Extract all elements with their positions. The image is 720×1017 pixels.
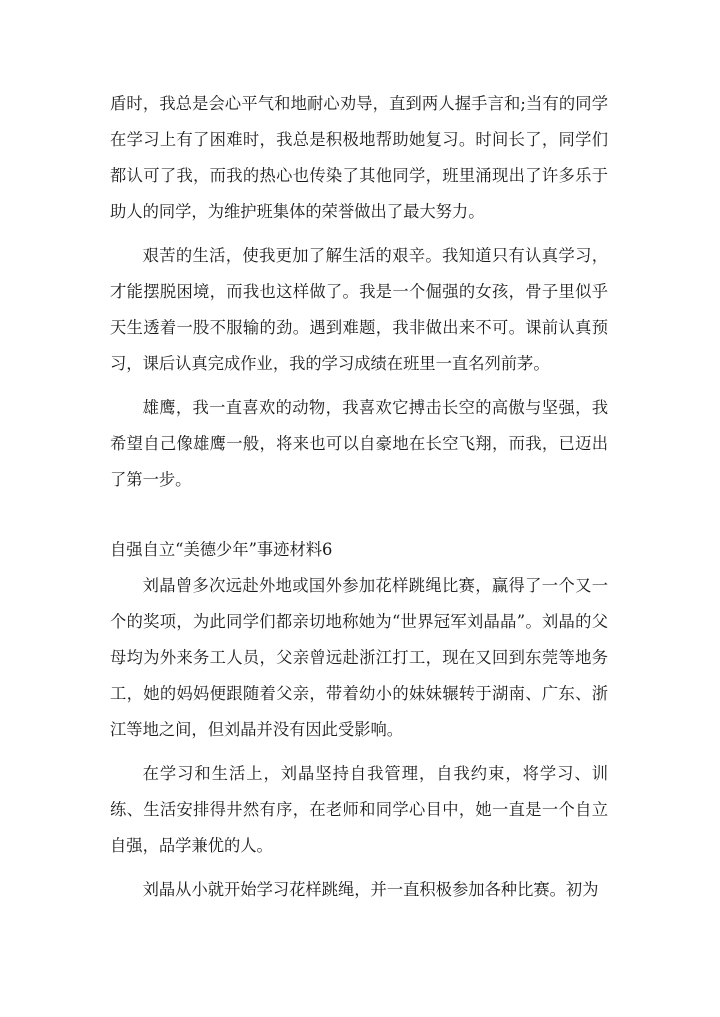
paragraph-rope-skipping: 刘晶从小就开始学习花样跳绳，并一直积极参加各种比赛。初为	[142, 880, 599, 899]
section-title: 自强自立“美德少年”事迹材料6	[110, 540, 333, 559]
paragraph-self-management: 在学习和生活上，刘晶坚持自我管理，自我约束，将学习、训练、生活安排得井然有序，在老师和同学心目中，她一直是一个自立自强，品学兼优的人。	[110, 764, 608, 855]
paragraph-liu-jing-awards: 刘晶曾多次远赴外地或国外参加花样跳绳比赛，赢得了一个又一个的奖项，为此同学们都亲切地称她为“世界冠军刘晶晶”。刘晶的父母均为外来务工人员，父亲曾远赴浙江打工，现在又回到东莞等地务工，她的妈妈便跟随着父亲，带着幼小的妹妹辗转于湖南、广东、浙江等地之间，但刘晶并没有因此受影响。	[110, 576, 608, 739]
paragraph-helping-classmates: 盾时，我总是会心平气和地耐心劝导，直到两人握手言和;当有的同学在学习上有了困难时，我总是积极地帮助她复习。时间长了，同学们都认可了我，而我的热心也传染了其他同学，班里涌现出了许多乐于助人的同学，为维护班集体的荣誉做出了最大努力。	[110, 94, 608, 221]
paragraph-eagle: 雄鹰，我一直喜欢的动物，我喜欢它搏击长空的高傲与坚强，我希望自己像雄鹰一般，将来也可以自豪地在长空飞翔，而我，已迈出了第一步。	[110, 398, 608, 489]
paragraph-hard-life: 艰苦的生活，使我更加了解生活的艰辛。我知道只有认真学习，才能摆脱困境，而我也这样做了。我是一个倔强的女孩，骨子里似乎天生透着一股不服输的劲。遇到难题，我非做出来不可。课前认真预习，课后认真完成作业，我的学习成绩在班里一直名列前茅。	[110, 246, 608, 373]
document-page	[110, 86, 608, 916]
